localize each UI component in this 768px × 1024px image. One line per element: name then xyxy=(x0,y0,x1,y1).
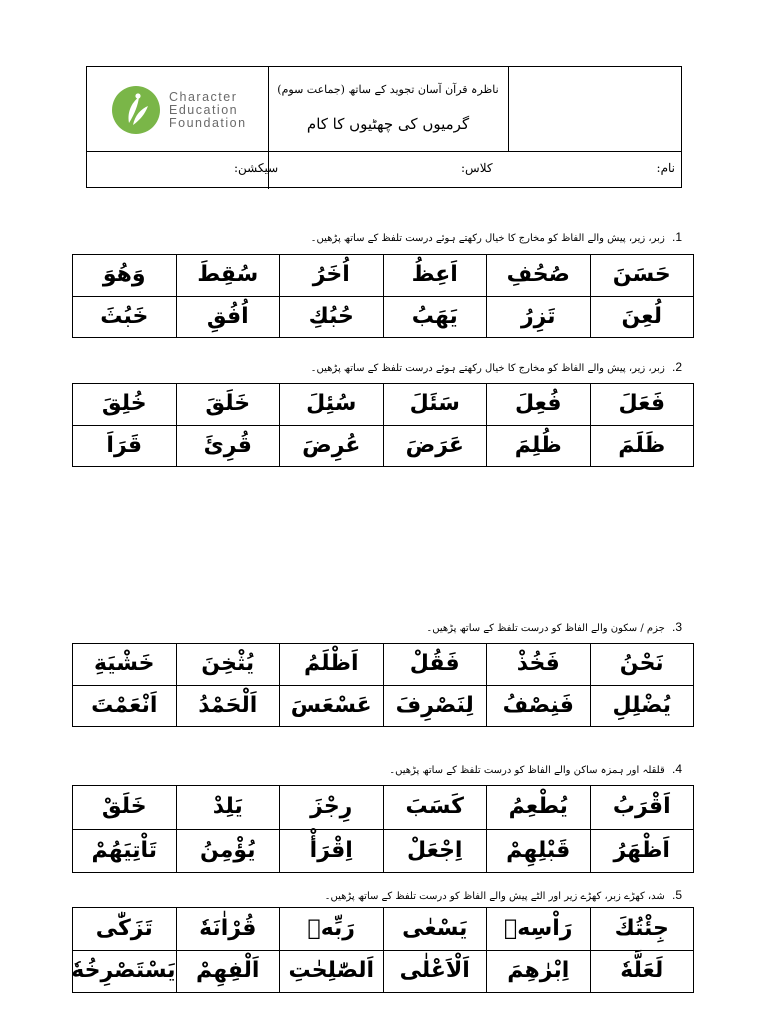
word-cell: عُرِضَ xyxy=(280,425,384,467)
word-cell: اُخَرُ xyxy=(280,255,384,297)
header-divider xyxy=(508,67,509,151)
instruction-text: زبر، زیر، پیش والے الفاظ کو مخارج کا خیال رکھتے ہوئے درست تلفظ کے ساتھ پڑھیں۔ xyxy=(310,363,665,374)
word-cell: يُطْعِمُ xyxy=(487,786,591,830)
word-cell: فَعَلَ xyxy=(590,384,694,426)
word-grid-5 xyxy=(72,907,694,993)
word-cell: اَظْلَمُ xyxy=(280,644,384,686)
word-cell: يُضْلِلِ xyxy=(590,685,694,727)
instruction-2 xyxy=(311,360,682,374)
word-cell: وَهُوَ xyxy=(73,255,177,297)
logo-text xyxy=(169,91,247,130)
word-cell: فَقُلْ xyxy=(383,644,487,686)
instruction-number: 4. xyxy=(671,762,682,776)
word-cell: خُلِقَ xyxy=(73,384,177,426)
word-cell: جِئْتُكَ xyxy=(590,908,694,951)
word-cell: يَهَبُ xyxy=(383,296,487,338)
word-cell: رِجْزَ xyxy=(280,786,384,830)
word-grid-4 xyxy=(72,785,694,873)
instruction-number: 3. xyxy=(671,620,682,634)
word-cell: يَسْعٰى xyxy=(383,908,487,951)
name-label: نام: xyxy=(656,161,675,175)
word-cell: خَشْيَةِ xyxy=(73,644,177,686)
instruction-text: زبر، زیر، پیش والے الفاظ کو مخارج کا خیال رکھتے ہوئے درست تلفظ کے ساتھ پڑھیں۔ xyxy=(310,233,665,244)
word-cell: اَظْهَرُ xyxy=(590,829,694,873)
logo-line: Education xyxy=(169,102,239,117)
instruction-5 xyxy=(325,888,682,902)
instruction-number: 1. xyxy=(671,230,682,244)
instruction-3 xyxy=(426,620,682,634)
word-cell: حَسَنَ xyxy=(590,255,694,297)
word-grid-3 xyxy=(72,643,694,727)
word-cell: اِبْرٰهِمَ xyxy=(487,950,591,993)
word-cell: ظَلَمَ xyxy=(590,425,694,467)
instruction-1 xyxy=(311,230,682,244)
word-cell: خَلَقْ xyxy=(73,786,177,830)
worksheet-title: ناظرہ قرآن آسان تجوید کے ساتھ (جماعت سوم) xyxy=(277,83,499,96)
word-cell: اَلْحَمْدُ xyxy=(176,685,280,727)
word-cell: اَعِظُ xyxy=(383,255,487,297)
word-cell: خَلَقَ xyxy=(176,384,280,426)
word-cell: قَرَاَ xyxy=(73,425,177,467)
word-cell: رَبِّهٖ xyxy=(280,908,384,951)
worksheet-subtitle: گرمیوں کی چھٹیوں کا کام xyxy=(306,115,470,133)
word-cell: فَخُذْ xyxy=(487,644,591,686)
word-cell: سُقِطَ xyxy=(176,255,280,297)
word-cell: ظُلِمَ xyxy=(487,425,591,467)
word-cell: اَلْاَعْلٰى xyxy=(383,950,487,993)
instruction-text: جزم / سکون والے الفاظ کو درست تلفظ کے ساتھ پڑھیں۔ xyxy=(426,623,665,634)
word-cell: لِنَصْرِفَ xyxy=(383,685,487,727)
word-cell: حُبُكِ xyxy=(280,296,384,338)
word-cell: يُثْخِنَ xyxy=(176,644,280,686)
word-cell: خَبُثَ xyxy=(73,296,177,338)
word-cell: قَبْلِهِمْ xyxy=(487,829,591,873)
word-cell: لَعَلَّهٗ xyxy=(590,950,694,993)
word-cell: تَزَكّٰى xyxy=(73,908,177,951)
word-cell: صُحُفِ xyxy=(487,255,591,297)
header-divider xyxy=(87,151,681,152)
word-cell: اَلصّٰلِحٰتِ xyxy=(280,950,384,993)
instruction-text: قلقلہ اور ہمزہ ساکن والے الفاظ کو درست تلفظ کے ساتھ پڑھیں۔ xyxy=(389,765,665,776)
word-cell: اُفُقِ xyxy=(176,296,280,338)
class-label: کلاس: xyxy=(461,161,493,175)
word-cell: اَنْعَمْتَ xyxy=(73,685,177,727)
word-cell: اِقْرَأْ xyxy=(280,829,384,873)
word-cell: فَنِصْفُ xyxy=(487,685,591,727)
word-cell: اِجْعَلْ xyxy=(383,829,487,873)
word-cell: اَقْرَبُ xyxy=(590,786,694,830)
word-cell: عَرَضَ xyxy=(383,425,487,467)
word-cell: قُرْاٰنَهٗ xyxy=(176,908,280,951)
logo-line: Foundation xyxy=(169,115,247,130)
word-grid-2 xyxy=(72,383,694,467)
word-cell: اَلْفِهِمْ xyxy=(176,950,280,993)
logo-leaf-icon xyxy=(111,85,161,135)
word-grid-1 xyxy=(72,254,694,338)
word-cell: نَحْنُ xyxy=(590,644,694,686)
section-label: سیکشن: xyxy=(234,161,279,175)
instruction-text: شد، کھڑے زبر، کھڑے زیر اور الٹے پیش والے الفاظ کو درست تلفظ کے ساتھ پڑھیں۔ xyxy=(324,891,665,902)
word-cell: سُئِلَ xyxy=(280,384,384,426)
word-cell: عَسْعَسَ xyxy=(280,685,384,727)
word-cell: تَاْتِيَهُمْ xyxy=(73,829,177,873)
word-cell: رَاْسِهٖ xyxy=(487,908,591,951)
word-cell: يُؤْمِنُ xyxy=(176,829,280,873)
logo xyxy=(111,85,247,135)
word-cell: تَزِرُ xyxy=(487,296,591,338)
worksheet-header xyxy=(86,66,682,188)
word-cell: فُعِلَ xyxy=(487,384,591,426)
word-cell: قُرِئَ xyxy=(176,425,280,467)
instruction-number: 5. xyxy=(671,888,682,902)
word-cell: يَلِدْ xyxy=(176,786,280,830)
word-cell: سَئَلَ xyxy=(383,384,487,426)
instruction-4 xyxy=(389,762,682,776)
instruction-number: 2. xyxy=(671,360,682,374)
logo-line: Character xyxy=(169,89,238,104)
word-cell: يَسْتَصْرِخُهٗ xyxy=(73,950,177,993)
word-cell: كَسَبَ xyxy=(383,786,487,830)
word-cell: لُعِنَ xyxy=(590,296,694,338)
